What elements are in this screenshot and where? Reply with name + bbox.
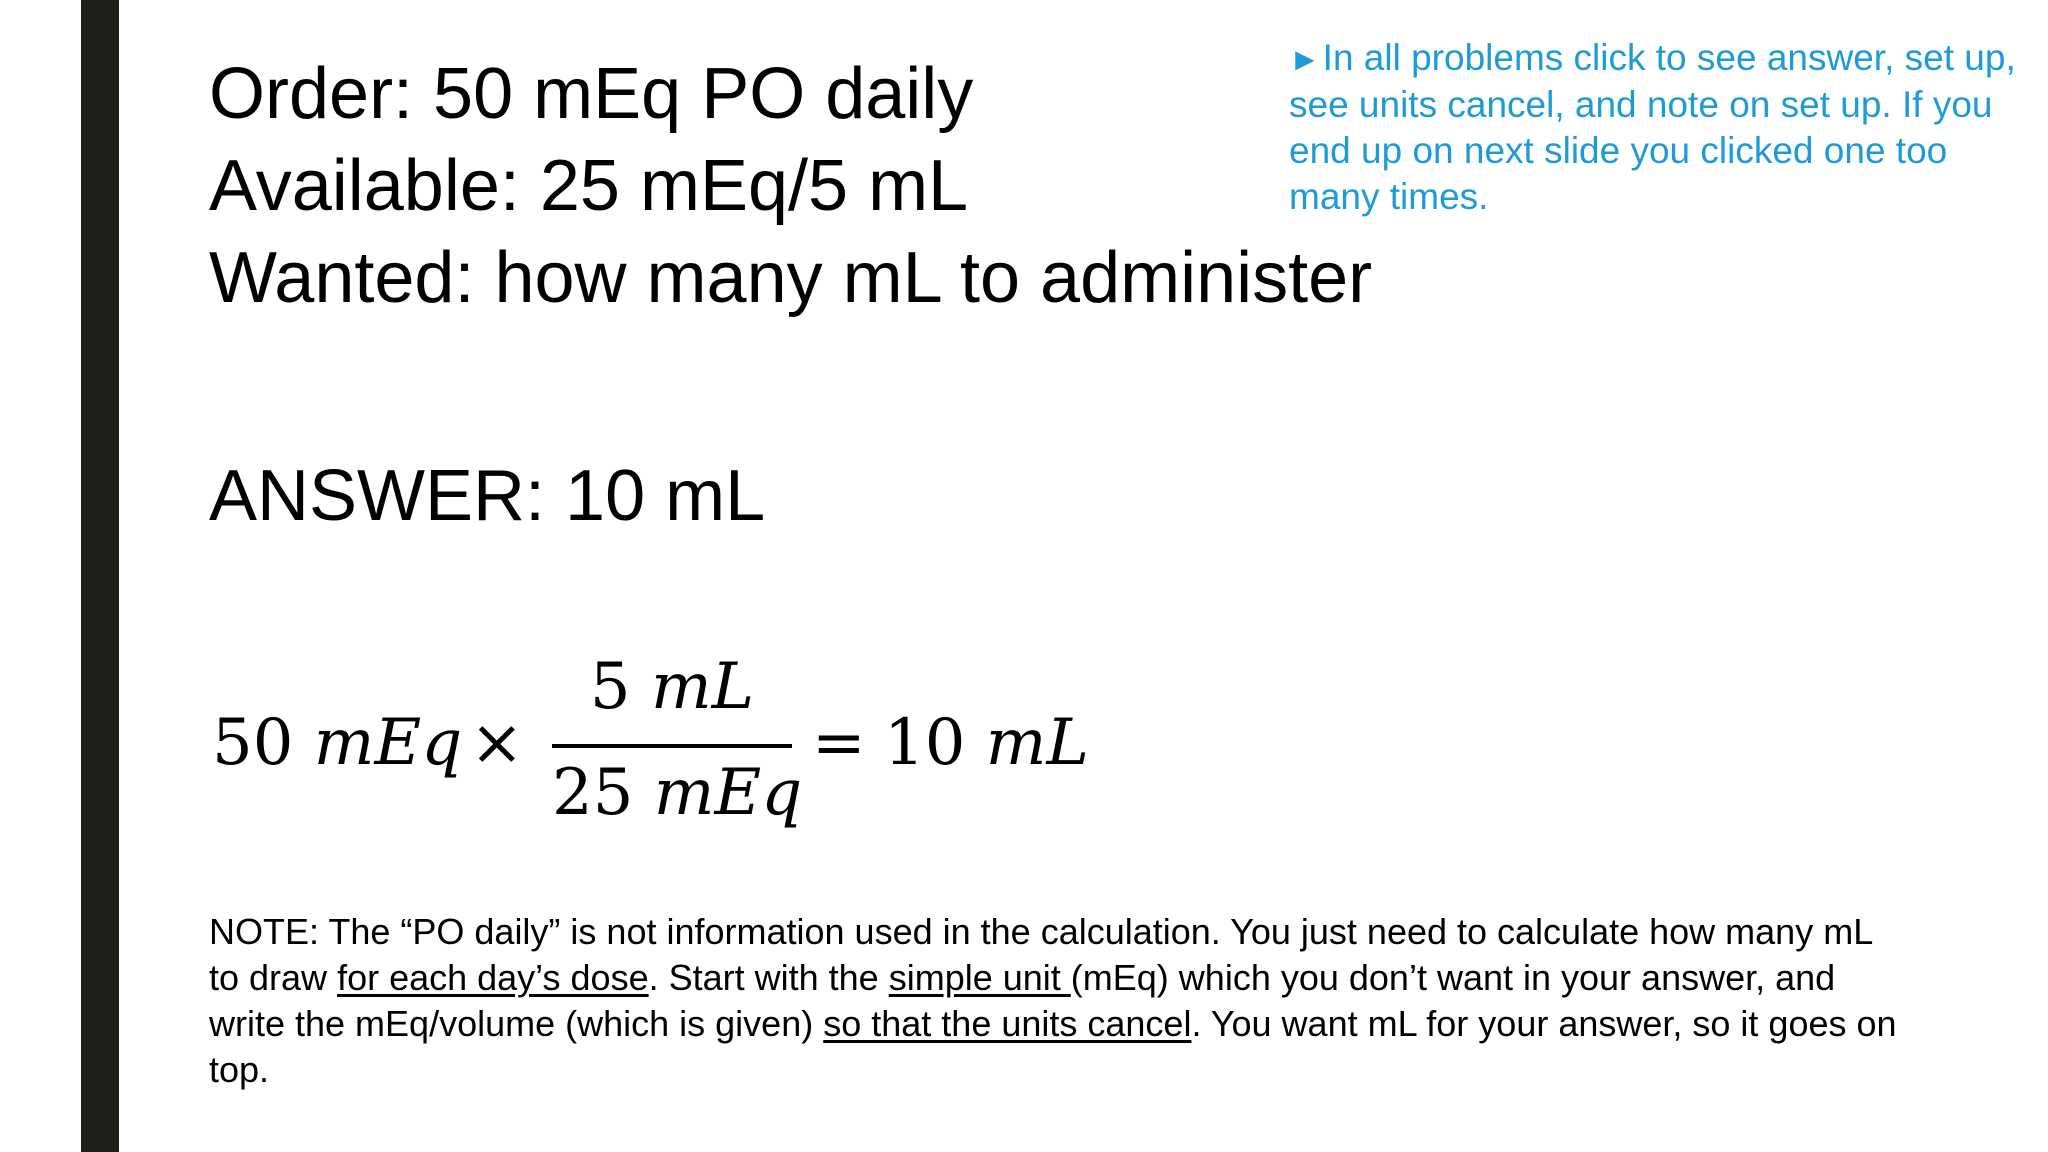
problem-statement <box>209 48 1372 324</box>
note-text-2: . Start with the <box>648 957 889 998</box>
result-value: 10 <box>884 706 966 780</box>
explanation-note <box>209 909 1909 1093</box>
play-arrow-icon: ► <box>1289 41 1321 77</box>
available-line: Available: 25 mEq/5 mL <box>209 146 969 226</box>
order-line: Order: 50 mEq PO daily <box>209 54 974 134</box>
equation-given-quantity <box>212 706 462 780</box>
times-sign: × <box>470 706 524 780</box>
denominator-value: 25 <box>552 756 634 830</box>
fraction-bar <box>552 744 792 748</box>
wanted-line: Wanted: how many mL to administer <box>209 238 1373 318</box>
fraction-denominator <box>552 756 803 830</box>
answer-line: ANSWER: 10 mL <box>209 456 766 536</box>
fraction-numerator <box>552 650 792 724</box>
left-accent-bar <box>81 0 119 1152</box>
note-text-4: . You want mL for your answer, so it goes on top. <box>209 1003 1897 1090</box>
denominator-unit: mEq <box>653 756 803 830</box>
hint-text: In all problems click to see answer, set up, see units cancel, and note on set up. If you end up on next slide you clicked one too many times. <box>1289 37 2016 217</box>
equation-result <box>884 706 1089 780</box>
equals-sign: = <box>812 706 866 780</box>
note-text-1: NOTE: The “PO daily” is not information used in the calculation. You just need to calculate how many mL to draw <box>209 911 1872 998</box>
note-text-3: (mEq) which you don’t want in your answer, and write the mEq/volume (which is given) <box>209 957 1836 1044</box>
given-value: 50 <box>212 706 294 780</box>
note-emphasis-units-cancel: so that the units cancel <box>823 1003 1192 1044</box>
instruction-hint <box>1289 35 2024 220</box>
numerator-value: 5 <box>589 650 631 724</box>
given-unit: mEq <box>313 706 463 780</box>
calculation-equation <box>212 650 1112 850</box>
numerator-unit: mL <box>650 650 755 724</box>
result-unit: mL <box>985 706 1089 780</box>
note-emphasis-dose: for each day’s dose <box>337 957 649 998</box>
note-emphasis-simple-unit: simple unit <box>888 957 1071 998</box>
